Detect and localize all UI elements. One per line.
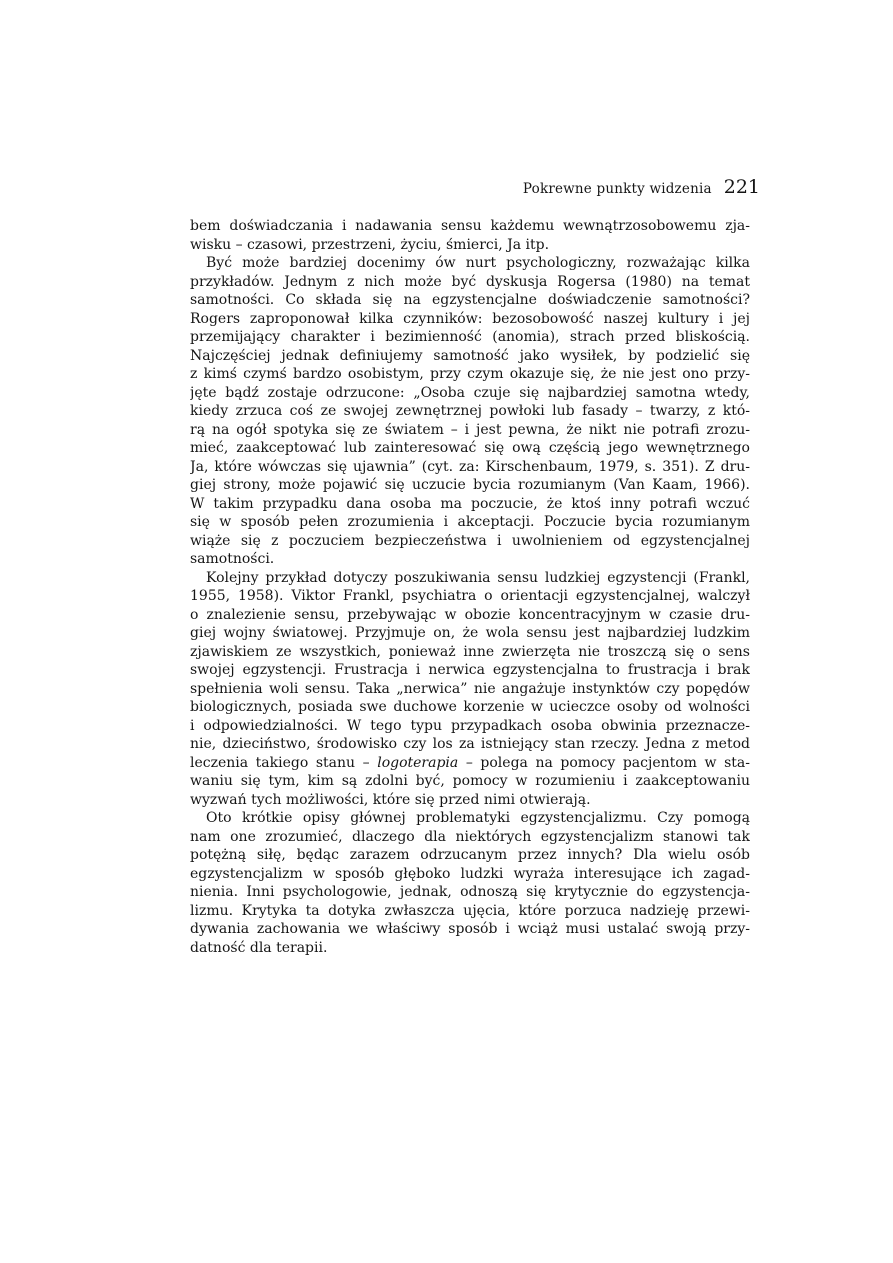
text-line: leczenia takiego stanu – logoterapia – polega na pomocy pacjentom w sta- [190, 754, 750, 771]
text-line: Najczęściej jednak definiujemy samotność jako wysiłek, by podzielić się [190, 347, 750, 364]
text-line: przykładów. Jednym z nich może być dyskusja Rogersa (1980) na temat [190, 273, 750, 290]
text-line: zjawiskiem ze wszystkich, ponieważ inne zwierzęta nie troszczą się o sens [190, 643, 750, 660]
text-line: samotności. [190, 551, 275, 567]
text-line: o znalezienie sensu, przebywając w obozie koncentracyjnym w czasie dru- [190, 606, 750, 623]
text-line: mieć, zaakceptować lub zainteresować się ową częścią jego wewnętrznego [190, 440, 750, 456]
text-line: Kolejny przykład dotyczy poszukiwania sensu ludzkiej egzystencji (Frankl, [206, 569, 750, 586]
text-line: biologicznych, posiada swe duchowe korzenie w ucieczce osoby od wolności [190, 699, 750, 715]
text-line: się w sposób pełen zrozumienia i akceptacji. Poczucie bycia rozumianym [190, 514, 750, 530]
text-line: spełnienia woli sensu. Taka „nerwica” nie angażuje instynktów czy popędów [190, 680, 750, 697]
text-line: wisku – czasowi, przestrzeni, życiu, śmierci, Ja itp. [190, 236, 550, 253]
text-line: nie, dzieciństwo, środowisko czy los za istniejący stan rzeczy. Jedna z metod [190, 736, 750, 752]
text-line: Oto krótkie opisy głównej problematyki egzystencjalizmu. Czy pomogą [206, 810, 750, 826]
text-line: giej wojny światowej. Przyjmuje on, że wola sensu jest najbardziej ludzkim [190, 625, 750, 641]
text-line: potężną siłę, będąc zarazem odrzucanym przez innych? Dla wielu osób [190, 847, 750, 863]
text-line: dywania zachowania we właściwy sposób i wciąż musi ustalać swoją przy- [190, 921, 750, 937]
text-line: i odpowiedzialności. W tego typu przypadkach osoba obwinia przeznacze- [190, 717, 750, 734]
text-line: samotności. Co składa się na egzystencjalne doświadczenie samotności? [190, 292, 750, 308]
text-line: rą na ogół spotyka się ze światem – i jest pewna, że nikt nie potrafi zrozu- [190, 421, 750, 438]
page-number: 221 [723, 176, 760, 198]
text-line: wyzwań tych możliwości, które się przed nimi otwierają. [190, 791, 591, 808]
text-line: nienia. Inni psychologowie, jednak, odnoszą się krytycznie do egzystencja- [190, 884, 750, 900]
text-line: 1955, 1958). Viktor Frankl, psychiatra o orientacji egzystencjalnej, walczył [190, 588, 750, 604]
text-line: wiąże się z poczuciem bezpieczeństwa i uwolnieniem od egzystencjalnej [190, 532, 750, 549]
text-line: kiedy zrzuca coś ze swojej zewnętrznej powłoki lub fasady – twarzy, z któ- [190, 403, 750, 419]
text-line: Rogers zaproponował kilka czynników: bezosobowość naszej kultury i jej [190, 310, 750, 327]
running-title: Pokrewne punkty widzenia [522, 181, 712, 197]
text-line: jęte bądź zostaje odrzucone: „Osoba czuje się najbardziej samotna wtedy, [190, 384, 750, 401]
running-header [0, 176, 760, 198]
text-line: swojej egzystencji. Frustracja i nerwica egzystencjalna to frustracja i brak [190, 662, 750, 678]
text-line: przemijający charakter i bezimienność (anomia), strach przed bliskością. [190, 329, 750, 345]
text-line: waniu się tym, kim są zdolni być, pomocy w rozumieniu i zaakceptowaniu [190, 773, 750, 789]
page-body-text [190, 217, 750, 957]
text-line: lizmu. Krytyka ta dotyka zwłaszcza ujęcia, które porzuca nadzieję przewi- [190, 902, 750, 919]
text-line: egzystencjalizm w sposób głęboko ludzki wyraża interesujące ich zagad- [190, 865, 750, 882]
text-line: z kimś czymś bardzo osobistym, przy czym okazuje się, że nie jest ono przy- [190, 366, 750, 382]
text-line: giej strony, może pojawić się uczucie bycia rozumianym (Van Kaam, 1966). [190, 477, 750, 493]
text-line: datność dla terapii. [190, 939, 328, 956]
text-line: Ja, które wówczas się ujawnia” (cyt. za: Kirschenbaum, 1979, s. 351). Z dru- [190, 458, 750, 475]
text-line: nam one zrozumieć, dlaczego dla niektórych egzystencjalizm stanowi tak [190, 828, 750, 845]
text-line: Być może bardziej docenimy ów nurt psychologiczny, rozważając kilka [206, 255, 750, 271]
text-line: W takim przypadku dana osoba ma poczucie, że ktoś inny potrafi wczuć [190, 495, 750, 512]
text-line: bem doświadczania i nadawania sensu każdemu wewnątrzosobowemu zja- [190, 218, 750, 234]
